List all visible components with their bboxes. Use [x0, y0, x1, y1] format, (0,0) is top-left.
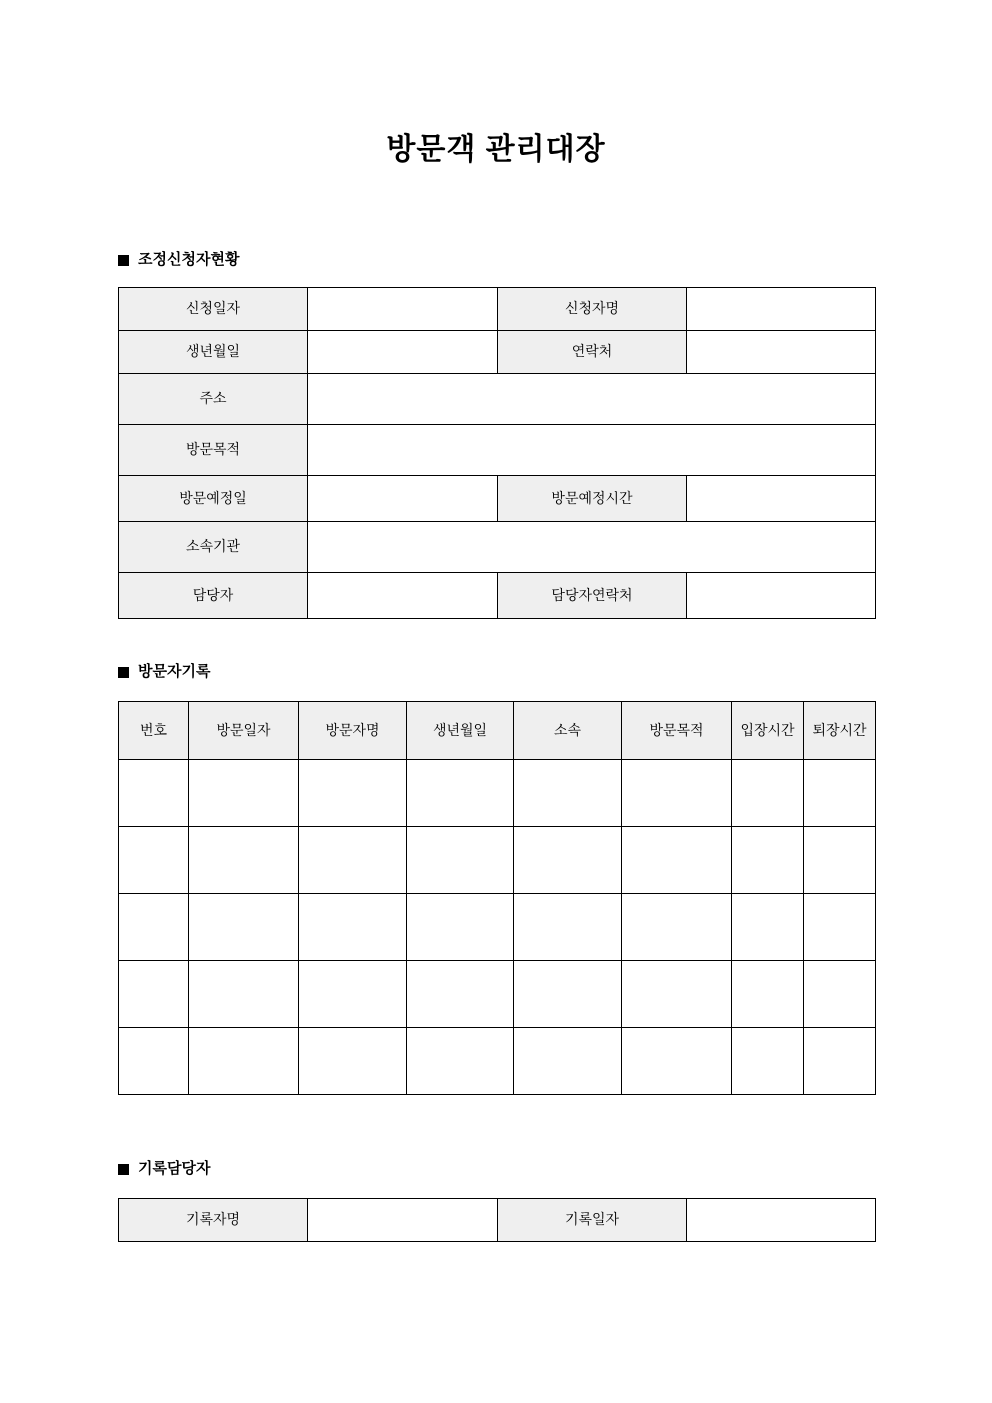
- field-value-applicant-name[interactable]: [687, 288, 876, 331]
- cell-birthdate[interactable]: [407, 961, 514, 1028]
- square-bullet-icon: [118, 667, 129, 678]
- cell-entry-time[interactable]: [732, 961, 804, 1028]
- section-heading-visit-log: [118, 663, 210, 681]
- table-row: [119, 425, 876, 476]
- field-label-recorder-name: 기록자명: [119, 1199, 308, 1242]
- field-value-scheduled-date[interactable]: [308, 476, 498, 522]
- field-label-organization: 소속기관: [119, 522, 308, 573]
- field-value-birthdate[interactable]: [308, 331, 498, 374]
- cell-exit-time[interactable]: [804, 894, 876, 961]
- column-header-birthdate: 생년월일: [407, 702, 514, 760]
- cell-affiliation[interactable]: [514, 760, 622, 827]
- cell-number[interactable]: [119, 894, 189, 961]
- field-value-scheduled-time[interactable]: [687, 476, 876, 522]
- field-value-record-date[interactable]: [687, 1199, 876, 1242]
- field-value-organization[interactable]: [308, 522, 876, 573]
- square-bullet-icon: [118, 1164, 129, 1175]
- field-value-recorder-name[interactable]: [308, 1199, 498, 1242]
- cell-visit-date[interactable]: [189, 760, 299, 827]
- page-title: 방문객 관리대장: [386, 133, 606, 166]
- cell-visit-purpose[interactable]: [622, 1028, 732, 1095]
- cell-affiliation[interactable]: [514, 894, 622, 961]
- field-label-manager: 담당자: [119, 573, 308, 619]
- field-label-birthdate: 생년월일: [119, 331, 308, 374]
- cell-number[interactable]: [119, 760, 189, 827]
- section-heading-visit-log-label: 방문자기록: [138, 663, 211, 680]
- table-row: [119, 1199, 876, 1242]
- column-header-visit-purpose: 방문목적: [622, 702, 732, 760]
- field-label-contact: 연락처: [498, 331, 687, 374]
- cell-number[interactable]: [119, 827, 189, 894]
- column-header-entry-time: 입장시간: [732, 702, 804, 760]
- table-row: [119, 760, 876, 827]
- cell-affiliation[interactable]: [514, 961, 622, 1028]
- cell-visitor-name[interactable]: [299, 961, 407, 1028]
- column-header-visit-date: 방문일자: [189, 702, 299, 760]
- table-row: [119, 961, 876, 1028]
- column-header-visitor-name: 방문자명: [299, 702, 407, 760]
- cell-birthdate[interactable]: [407, 760, 514, 827]
- table-row: [119, 374, 876, 425]
- cell-entry-time[interactable]: [732, 827, 804, 894]
- cell-exit-time[interactable]: [804, 760, 876, 827]
- cell-entry-time[interactable]: [732, 760, 804, 827]
- cell-visit-date[interactable]: [189, 827, 299, 894]
- cell-number[interactable]: [119, 961, 189, 1028]
- cell-visitor-name[interactable]: [299, 894, 407, 961]
- section-heading-recorder: [118, 1160, 210, 1178]
- cell-visitor-name[interactable]: [299, 760, 407, 827]
- cell-visitor-name[interactable]: [299, 1028, 407, 1095]
- cell-exit-time[interactable]: [804, 1028, 876, 1095]
- field-value-address[interactable]: [308, 374, 876, 425]
- cell-visit-date[interactable]: [189, 894, 299, 961]
- section-heading-applicant-label: 조정신청자현황: [138, 251, 240, 268]
- square-bullet-icon: [118, 255, 129, 266]
- field-value-contact[interactable]: [687, 331, 876, 374]
- cell-exit-time[interactable]: [804, 961, 876, 1028]
- cell-entry-time[interactable]: [732, 894, 804, 961]
- cell-visitor-name[interactable]: [299, 827, 407, 894]
- table-row: [119, 827, 876, 894]
- field-label-applicant-name: 신청자명: [498, 288, 687, 331]
- table-row: [119, 288, 876, 331]
- cell-visit-date[interactable]: [189, 961, 299, 1028]
- recorder-table: [118, 1198, 876, 1242]
- cell-visit-purpose[interactable]: [622, 894, 732, 961]
- column-header-affiliation: 소속: [514, 702, 622, 760]
- cell-visit-purpose[interactable]: [622, 827, 732, 894]
- cell-visit-purpose[interactable]: [622, 961, 732, 1028]
- field-label-record-date: 기록일자: [498, 1199, 687, 1242]
- section-heading-applicant: [118, 251, 239, 269]
- cell-birthdate[interactable]: [407, 894, 514, 961]
- cell-affiliation[interactable]: [514, 1028, 622, 1095]
- table-row: [119, 476, 876, 522]
- field-label-scheduled-time: 방문예정시간: [498, 476, 687, 522]
- column-header-number: 번호: [119, 702, 189, 760]
- cell-visit-date[interactable]: [189, 1028, 299, 1095]
- cell-visit-purpose[interactable]: [622, 760, 732, 827]
- field-label-visit-purpose: 방문목적: [119, 425, 308, 476]
- field-label-address: 주소: [119, 374, 308, 425]
- table-row: [119, 331, 876, 374]
- cell-affiliation[interactable]: [514, 827, 622, 894]
- field-value-manager[interactable]: [308, 573, 498, 619]
- applicant-status-table: [118, 287, 876, 619]
- field-label-scheduled-date: 방문예정일: [119, 476, 308, 522]
- table-row: [119, 894, 876, 961]
- field-label-manager-contact: 담당자연락처: [498, 573, 687, 619]
- table-row: [119, 1028, 876, 1095]
- field-value-application-date[interactable]: [308, 288, 498, 331]
- visitor-log-table: [118, 701, 876, 1095]
- field-value-manager-contact[interactable]: [687, 573, 876, 619]
- field-label-application-date: 신청일자: [119, 288, 308, 331]
- cell-birthdate[interactable]: [407, 827, 514, 894]
- cell-exit-time[interactable]: [804, 827, 876, 894]
- section-heading-recorder-label: 기록담당자: [138, 1160, 211, 1177]
- cell-entry-time[interactable]: [732, 1028, 804, 1095]
- table-row: [119, 573, 876, 619]
- cell-birthdate[interactable]: [407, 1028, 514, 1095]
- column-header-exit-time: 퇴장시간: [804, 702, 876, 760]
- table-row: [119, 522, 876, 573]
- cell-number[interactable]: [119, 1028, 189, 1095]
- field-value-visit-purpose[interactable]: [308, 425, 876, 476]
- table-header-row: [119, 702, 876, 760]
